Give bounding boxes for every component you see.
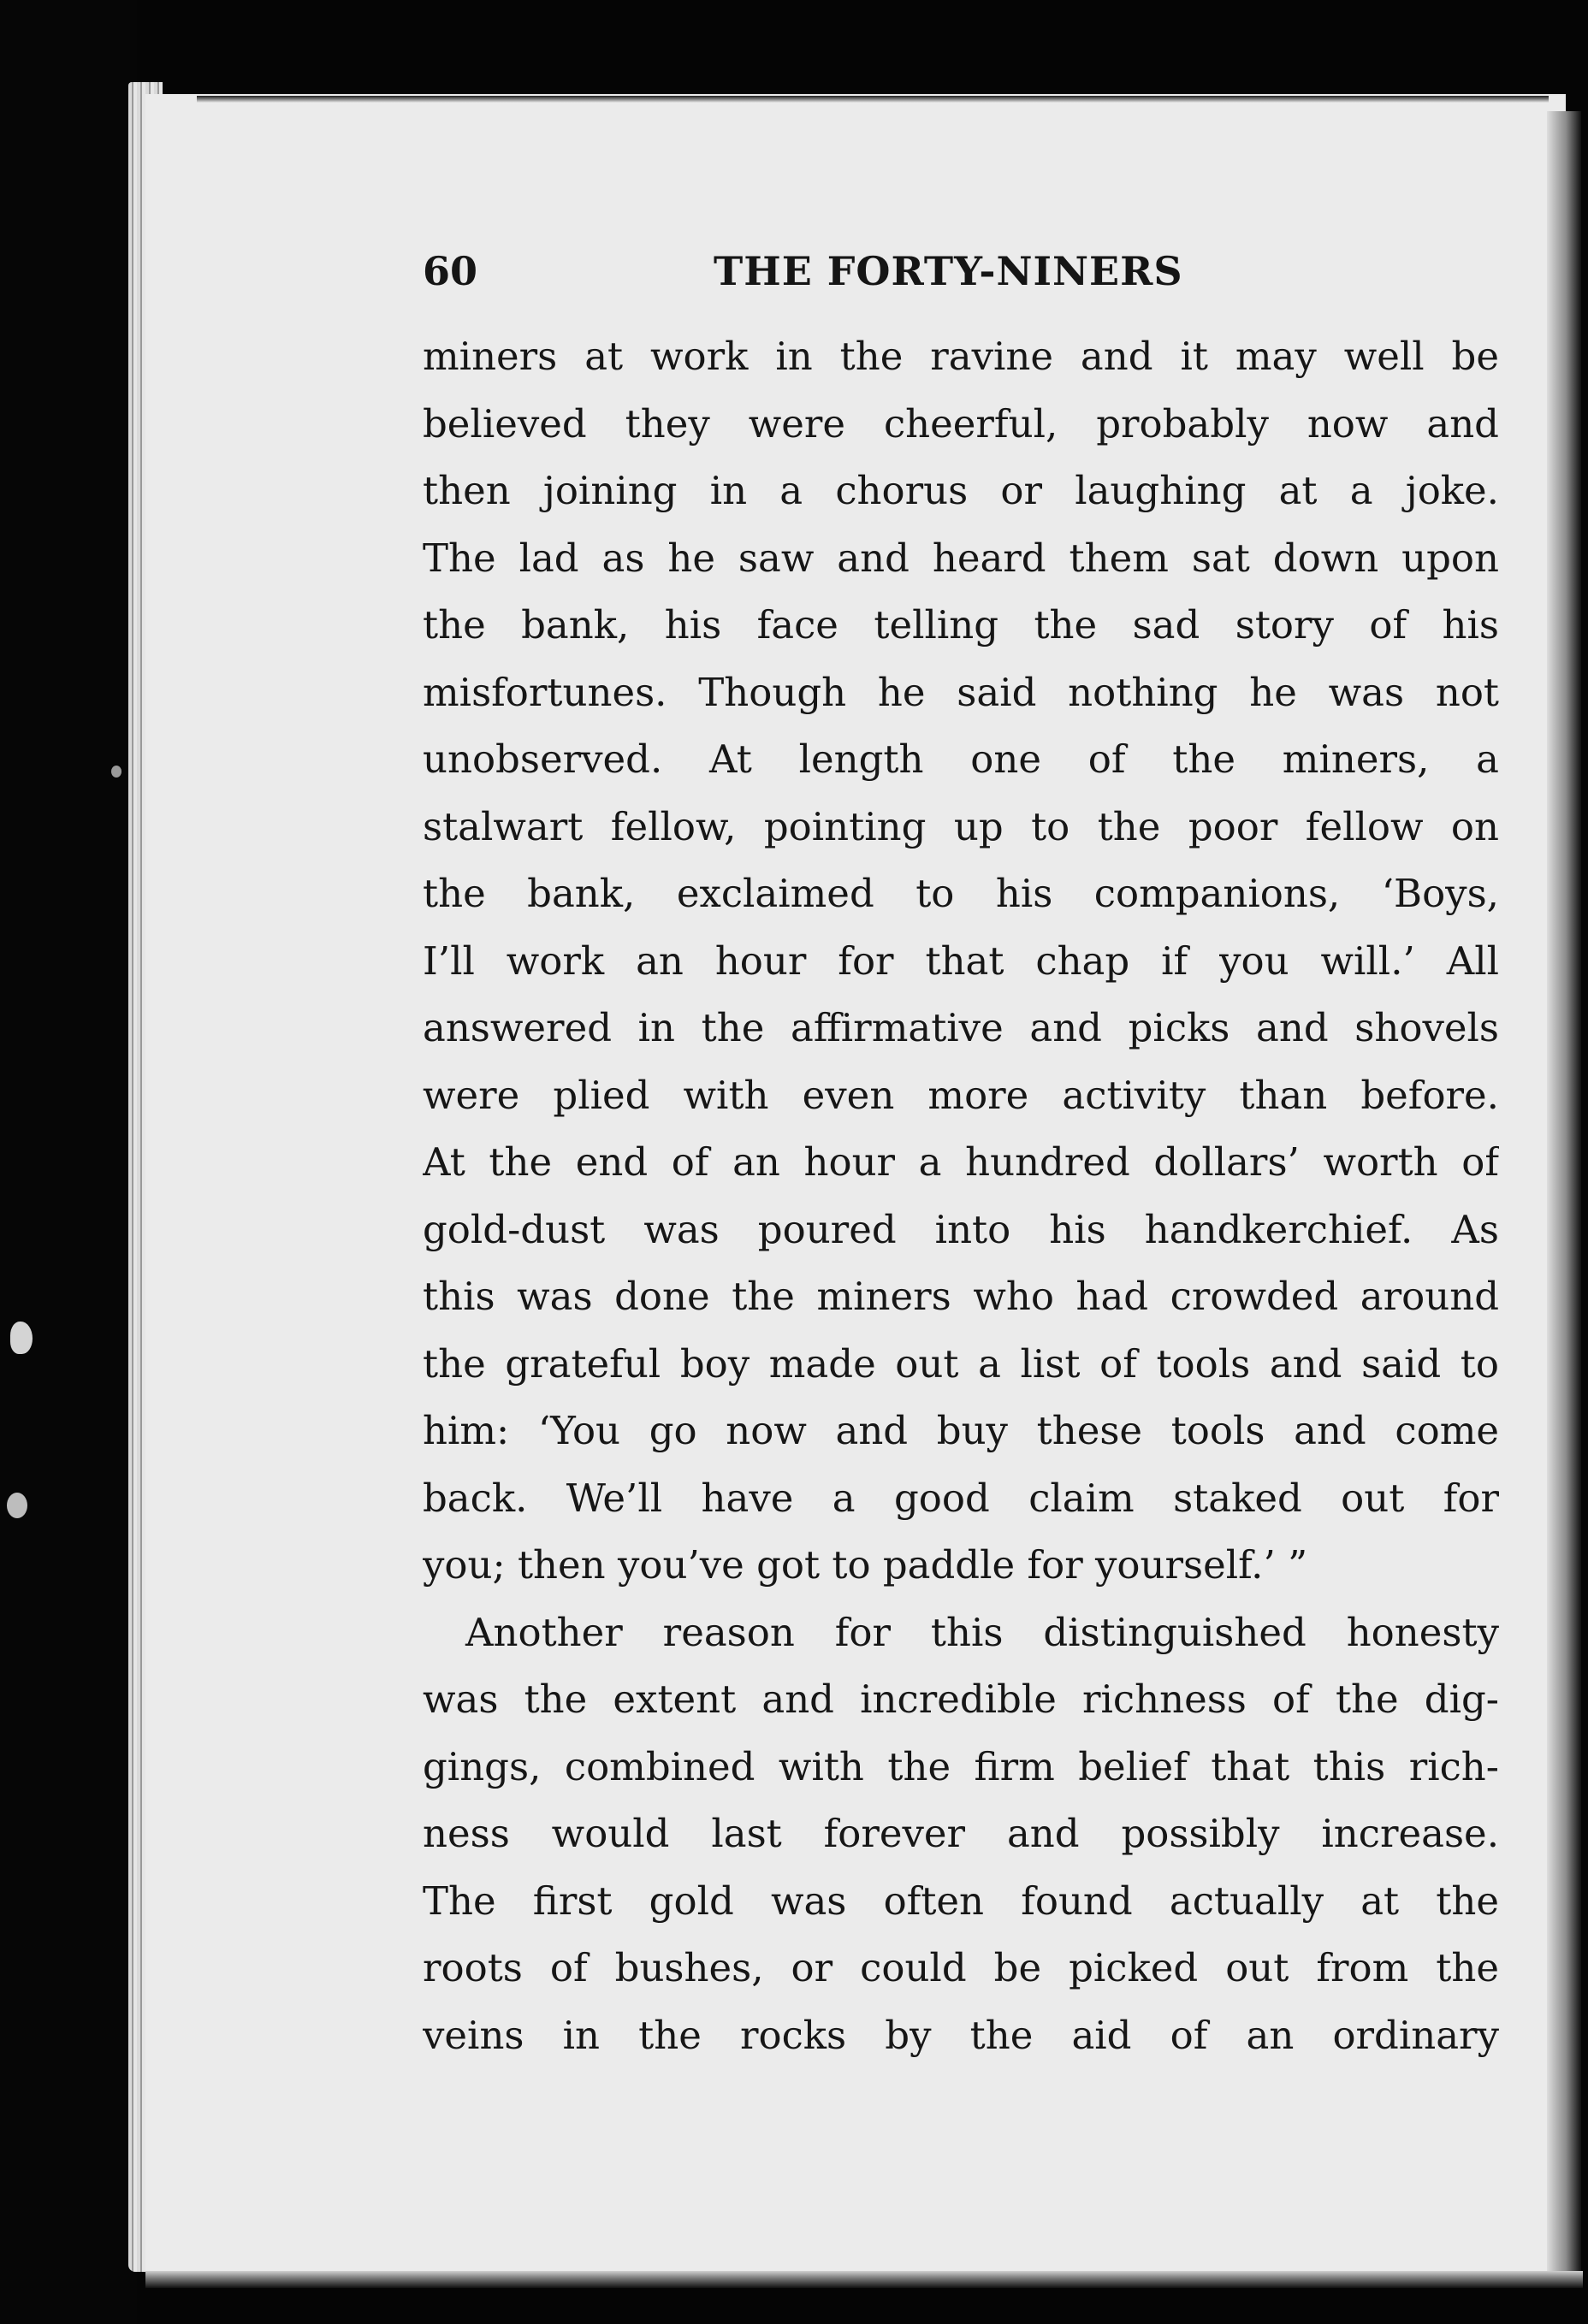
text-line: back. We’ll have a good claim staked out for — [423, 1475, 1499, 1521]
text-line: The first gold was often found actually at the — [423, 1878, 1499, 1924]
paragraph-start-line: Another reason for this distinguished honesty — [465, 1609, 1499, 1655]
running-title: THE FORTY-NINERS — [714, 248, 1183, 294]
text-line: ness would last forever and possibly increase. — [423, 1811, 1499, 1856]
scan-artifact — [10, 1322, 33, 1354]
page-number: 60 — [423, 248, 478, 294]
book-binding — [1547, 111, 1581, 2275]
text-line: him: ‘You go now and buy these tools and come — [423, 1408, 1499, 1453]
scan-artifact — [7, 1493, 27, 1518]
text-line: the bank, exclaimed to his companions, ‘Boys, — [423, 871, 1499, 916]
text-line: gold-dust was poured into his handkerchief. As — [423, 1206, 1499, 1252]
paragraph-end-line: you; then you’ve got to paddle for yourself.’ ” — [423, 1542, 1308, 1588]
text-line: veins in the rocks by the aid of an ordinary — [423, 2012, 1499, 2058]
text-line: The lad as he saw and heard them sat down upon — [423, 535, 1499, 581]
text-line: were plied with even more activity than before. — [423, 1072, 1499, 1118]
text-line: roots of bushes, or could be picked out from the — [423, 1945, 1499, 1990]
text-line: believed they were cheerful, probably now and — [423, 400, 1499, 446]
text-line: answered in the affirmative and picks and shovels — [423, 1005, 1499, 1050]
text-line: the grateful boy made out a list of tools and said to — [423, 1340, 1499, 1387]
scanner-margin — [0, 0, 137, 2324]
text-line: miners at work in the ravine and it may well be — [423, 334, 1499, 379]
page-bottom-edge — [145, 2271, 1583, 2288]
text-line: was the extent and incredible richness of the dig- — [423, 1676, 1499, 1722]
running-head — [423, 241, 1278, 301]
text-line: then joining in a chorus or laughing at a joke. — [423, 468, 1499, 513]
text-line: stalwart fellow, pointing up to the poor fellow on — [423, 803, 1499, 849]
text-line: misfortunes. Though he said nothing he was not — [423, 669, 1499, 715]
page-top-edge — [197, 96, 1549, 103]
text-line: the bank, his face telling the sad story of his — [423, 602, 1499, 648]
body-text — [423, 323, 1499, 2069]
text-line: unobserved. At length one of the miners, a — [423, 736, 1499, 782]
text-line: At the end of an hour a hundred dollars’ worth of — [423, 1139, 1499, 1185]
scan-artifact — [111, 766, 121, 778]
text-line: I’ll work an hour for that chap if you will.’ All — [423, 937, 1499, 984]
text-line: gings, combined with the firm belief that this rich- — [423, 1743, 1499, 1789]
text-line: this was done the miners who had crowded around — [423, 1274, 1499, 1319]
